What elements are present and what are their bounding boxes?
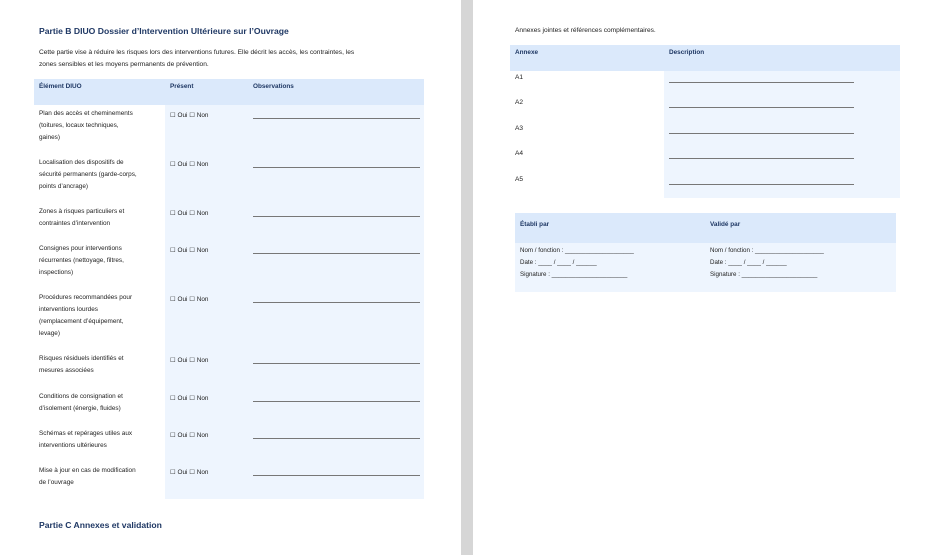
etabli-date-field[interactable]: Date : ____ / ____ / ______ <box>520 259 597 266</box>
observation-field[interactable] <box>253 118 420 119</box>
annex-code: A3 <box>515 125 524 132</box>
annex-code: A1 <box>515 74 524 81</box>
observation-field[interactable] <box>253 302 420 303</box>
table-row-element: Plan des accès et cheminements (toitures, locaux techniques, gaines) <box>39 110 133 141</box>
header-description: Description <box>669 49 705 56</box>
page-gutter <box>461 0 473 555</box>
table-row-element: Zones à risques particuliers et contraintes d’intervention <box>39 208 125 227</box>
diuo-table-header <box>34 79 424 105</box>
table-row-element: Schémas et repérages utiles aux interventions ultérieures <box>39 430 133 449</box>
header-present: Présent <box>170 83 194 90</box>
observation-field[interactable] <box>253 401 420 402</box>
header-etabli-par: Établi par <box>520 221 550 228</box>
header-observations: Observations <box>253 83 294 90</box>
present-checkboxes[interactable]: ☐ Oui ☐ Non <box>170 161 209 168</box>
observation-field[interactable] <box>253 216 420 217</box>
annex-code: A4 <box>515 150 524 157</box>
present-checkboxes[interactable]: ☐ Oui ☐ Non <box>170 432 209 439</box>
present-checkboxes[interactable]: ☐ Oui ☐ Non <box>170 210 209 217</box>
header-annexe: Annexe <box>515 49 539 56</box>
present-checkboxes[interactable]: ☐ Oui ☐ Non <box>170 357 209 364</box>
section-b-intro-line-2: zones sensibles et les moyens permanents de prévention. <box>39 61 209 68</box>
present-checkboxes[interactable]: ☐ Oui ☐ Non <box>170 395 209 402</box>
etabli-nom-field[interactable]: Nom / fonction : ____________________ <box>520 247 634 254</box>
table-row-element: Mise à jour en cas de modification de l’ouvrage <box>39 467 136 486</box>
present-checkboxes[interactable]: ☐ Oui ☐ Non <box>170 247 209 254</box>
table-row-element: Consignes pour interventions récurrentes (nettoyage, filtres, inspections) <box>39 245 124 276</box>
section-b-title: Partie B DIUO Dossier d’Intervention Ultérieure sur l’Ouvrage <box>39 26 289 36</box>
section-c-title: Partie C Annexes et validation <box>39 520 162 530</box>
annex-code: A5 <box>515 176 524 183</box>
table-row-element: Procédures recommandées pour interventions lourdes (remplacement d’équipement, levage) <box>39 294 133 337</box>
present-checkboxes[interactable]: ☐ Oui ☐ Non <box>170 296 209 303</box>
table-row-element: Risques résiduels identifiés et mesures associées <box>39 355 124 374</box>
annex-code: A2 <box>515 99 524 106</box>
section-b-intro-line-1: Cette partie vise à réduire les risques lors des interventions futures. Elle décrit les accès, les contraintes, les <box>39 49 355 56</box>
header-valide-par: Validé par <box>710 221 741 228</box>
observation-field[interactable] <box>253 253 420 254</box>
etabli-signature-field[interactable]: Signature : ______________________ <box>520 271 628 278</box>
annexes-description-shade <box>664 71 900 198</box>
observation-field[interactable] <box>253 363 420 364</box>
observation-field[interactable] <box>253 475 420 476</box>
annex-description-field[interactable] <box>669 82 854 83</box>
annex-description-field[interactable] <box>669 158 854 159</box>
validation-header <box>515 213 896 243</box>
valide-signature-field[interactable]: Signature : ______________________ <box>710 271 818 278</box>
valide-date-field[interactable]: Date : ____ / ____ / ______ <box>710 259 787 266</box>
header-element: Élément DIUO <box>39 83 82 90</box>
observation-field[interactable] <box>253 167 420 168</box>
annex-description-field[interactable] <box>669 184 854 185</box>
annex-description-field[interactable] <box>669 133 854 134</box>
table-row-element: Conditions de consignation et d’isolement (énergie, fluides) <box>39 393 123 412</box>
table-row-element: Localisation des dispositifs de sécurité permanents (garde-corps, points d’ancrage) <box>39 159 137 190</box>
present-checkboxes[interactable]: ☐ Oui ☐ Non <box>170 469 209 476</box>
annex-description-field[interactable] <box>669 107 854 108</box>
valide-nom-field[interactable]: Nom / fonction : ____________________ <box>710 247 824 254</box>
annexes-intro: Annexes jointes et références complémentaires. <box>515 27 656 34</box>
annexes-table-header <box>510 45 900 71</box>
present-checkboxes[interactable]: ☐ Oui ☐ Non <box>170 112 209 119</box>
observation-field[interactable] <box>253 438 420 439</box>
